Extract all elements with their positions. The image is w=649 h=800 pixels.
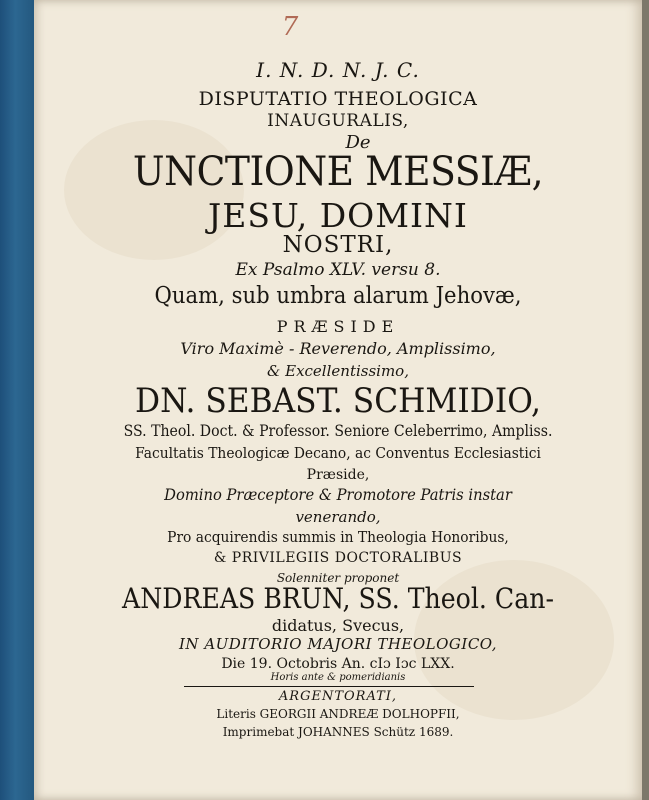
quam-line: Quam, sub umbra alarum Jehovæ, — [154, 283, 522, 309]
psalm-reference: Ex Psalmo XLV. versu 8. — [235, 260, 441, 280]
auditorium: IN AUDITORIO MAJORI THEOLOGICO, — [179, 635, 497, 653]
inauguralis: INAUGURALIS, — [267, 111, 409, 131]
printer: Literis GEORGII ANDREÆ DOLHOPFII, — [216, 707, 460, 721]
place: ARGENTORATI, — [278, 689, 398, 704]
imprint-rule — [184, 686, 474, 687]
praeses-name: DN. SEBAST. SCHMIDIO, — [135, 381, 541, 421]
page-edge — [642, 0, 649, 800]
domino-praeceptore: Domino Præceptore & Promotore Patris instar — [164, 485, 512, 504]
main-title-unctione: UNCTIONE MESSIÆ, — [132, 149, 544, 195]
praeses-titles: SS. Theol. Doct. & Professor. Seniore Celeberrimo, Ampliss. — [123, 421, 553, 440]
solenniter: Solenniter proponet — [276, 571, 400, 585]
date-line: Die 19. Octobris An. cIɔ Iɔc LXX. — [221, 656, 455, 672]
facultatis: Facultatis Theologicæ Decano, ac Conventus Ecclesiastici — [135, 444, 541, 462]
book-spine — [0, 0, 34, 800]
main-title-nostri: NOSTRI, — [282, 232, 394, 258]
venerando: venerando, — [295, 508, 381, 526]
excellentissimo: & Excellentissimo, — [267, 362, 409, 380]
praeside-2: Præside, — [306, 467, 370, 483]
disputation-title: DISPUTATIO THEOLOGICA — [198, 88, 478, 110]
pro-acquirendis: Pro acquirendis summis in Theologia Honoribus, — [167, 528, 509, 546]
privilegiis: & PRIVILEGIIS DOCTORALIBUS — [213, 550, 463, 566]
praeside: PRÆSIDE — [276, 317, 400, 336]
handwritten-folio-mark: 7 — [281, 12, 299, 42]
viro-maxime: Viro Maximè - Reverendo, Amplissimo, — [180, 339, 496, 358]
hours: Horis ante & pomeridianis — [270, 672, 406, 683]
imprimebat: Imprimebat JOHANNES Schütz 1689. — [222, 725, 454, 739]
respondent-name: ANDREAS BRUN, SS. Theol. Can- — [122, 582, 554, 615]
candidatus: didatus, Svecus, — [271, 616, 405, 635]
main-title-jesu: JESU, DOMINI — [208, 196, 468, 235]
invocation: I. N. D. N. J. C. — [256, 58, 420, 82]
de: De — [345, 132, 371, 153]
